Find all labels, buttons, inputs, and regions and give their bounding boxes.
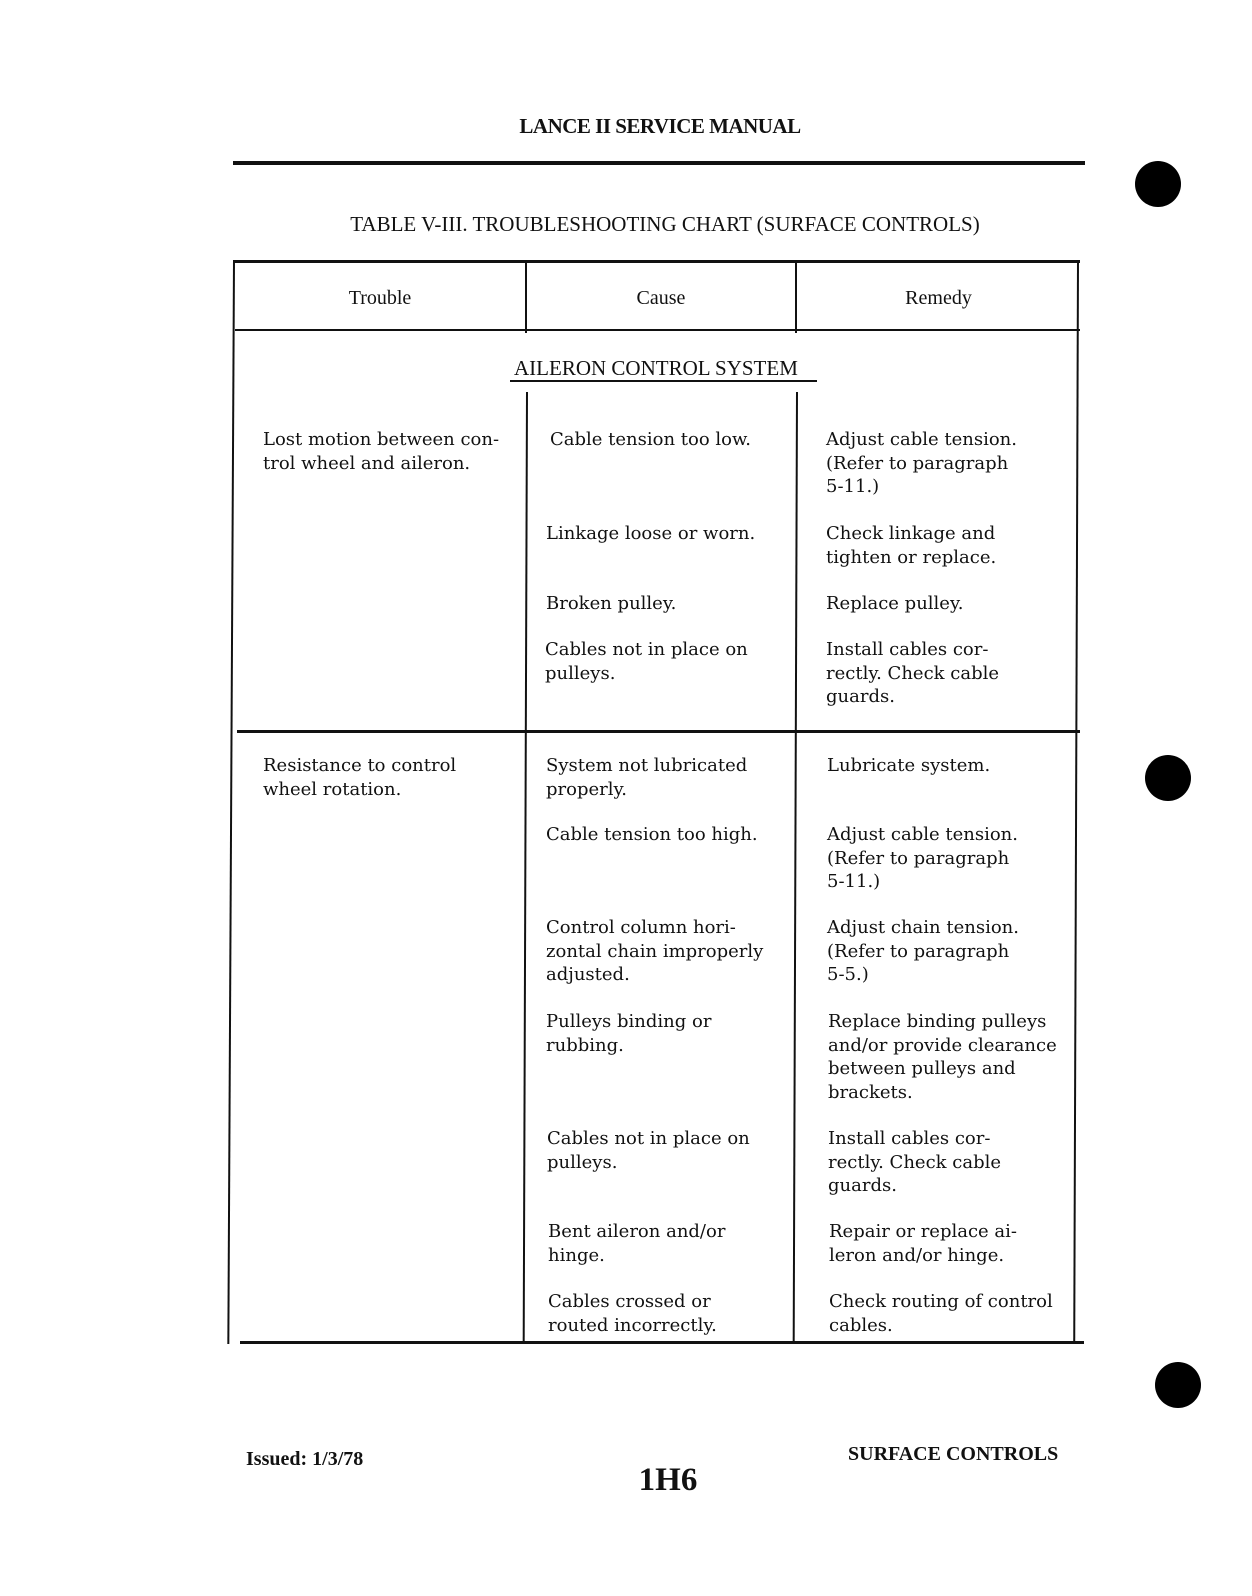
trouble-cell: Resistance to control wheel rotation. <box>263 755 457 800</box>
column-divider-1 <box>523 392 528 1342</box>
remedy-cell: Install cables cor- rectly. Check cable guards. <box>828 1128 1002 1196</box>
group-divider <box>237 730 1080 733</box>
remedy-cell: Check linkage and tighten or replace. <box>826 523 997 568</box>
table-border-bottom <box>240 1341 1084 1344</box>
column-header-remedy: Remedy <box>905 287 972 309</box>
column-header-trouble: Trouble <box>348 287 412 309</box>
trouble-cell: Lost motion between con- trol wheel and aileron. <box>263 429 500 474</box>
table-border-top <box>233 260 1080 263</box>
cause-cell: Broken pulley. <box>546 593 677 614</box>
section-heading: AILERON CONTROL SYSTEM <box>514 356 798 380</box>
remedy-cell: Adjust cable tension. (Refer to paragraph 5-11.) <box>826 429 1017 497</box>
remedy-cell: Check routing of control cables. <box>829 1291 1053 1336</box>
table-title: TABLE V-III. TROUBLESHOOTING CHART (SURFACE CONTROLS) <box>350 212 980 236</box>
page-number: 1H6 <box>638 1462 698 1498</box>
table-border-right <box>1073 260 1079 1344</box>
cause-cell: Cables not in place on pulleys. <box>545 639 748 684</box>
cause-cell: Cable tension too low. <box>550 429 751 450</box>
remedy-cell: Replace pulley. <box>826 593 964 614</box>
footer-section-name: SURFACE CONTROLS <box>848 1443 1059 1465</box>
column-divider-2 <box>793 392 798 1342</box>
issued-date: Issued: 1/3/78 <box>246 1448 364 1470</box>
header-rule <box>233 161 1085 165</box>
remedy-cell: Repair or replace ai- leron and/or hinge. <box>829 1221 1017 1266</box>
remedy-cell: Install cables cor- rectly. Check cable guards. <box>826 639 1000 707</box>
header-divider <box>235 329 1080 331</box>
column-header-cause: Cause <box>636 287 686 309</box>
cause-cell: Cables crossed or routed incorrectly. <box>548 1291 717 1336</box>
cause-cell: System not lubricated properly. <box>546 755 748 800</box>
punch-hole-top <box>1135 161 1181 207</box>
cause-cell: Pulleys binding or rubbing. <box>546 1011 712 1056</box>
remedy-cell: Replace binding pulleys and/or provide clearance between pulleys and brackets. <box>828 1011 1057 1103</box>
section-underline <box>510 380 817 382</box>
remedy-cell: Adjust chain tension. (Refer to paragraph 5-5.) <box>827 917 1019 985</box>
cause-cell: Control column hori- zontal chain improperly adjusted. <box>546 917 764 985</box>
table-border-left <box>227 260 235 1344</box>
cause-cell: Bent aileron and/or hinge. <box>548 1221 726 1266</box>
remedy-cell: Lubricate system. <box>827 755 991 776</box>
punch-hole-middle <box>1145 755 1191 801</box>
punch-hole-bottom <box>1155 1362 1201 1408</box>
manual-title: LANCE II SERVICE MANUAL <box>519 114 801 138</box>
remedy-cell: Adjust cable tension. (Refer to paragraph 5-11.) <box>827 824 1018 892</box>
cause-cell: Linkage loose or worn. <box>546 523 756 544</box>
cause-cell: Cable tension too high. <box>546 824 758 845</box>
cause-cell: Cables not in place on pulleys. <box>547 1128 750 1173</box>
